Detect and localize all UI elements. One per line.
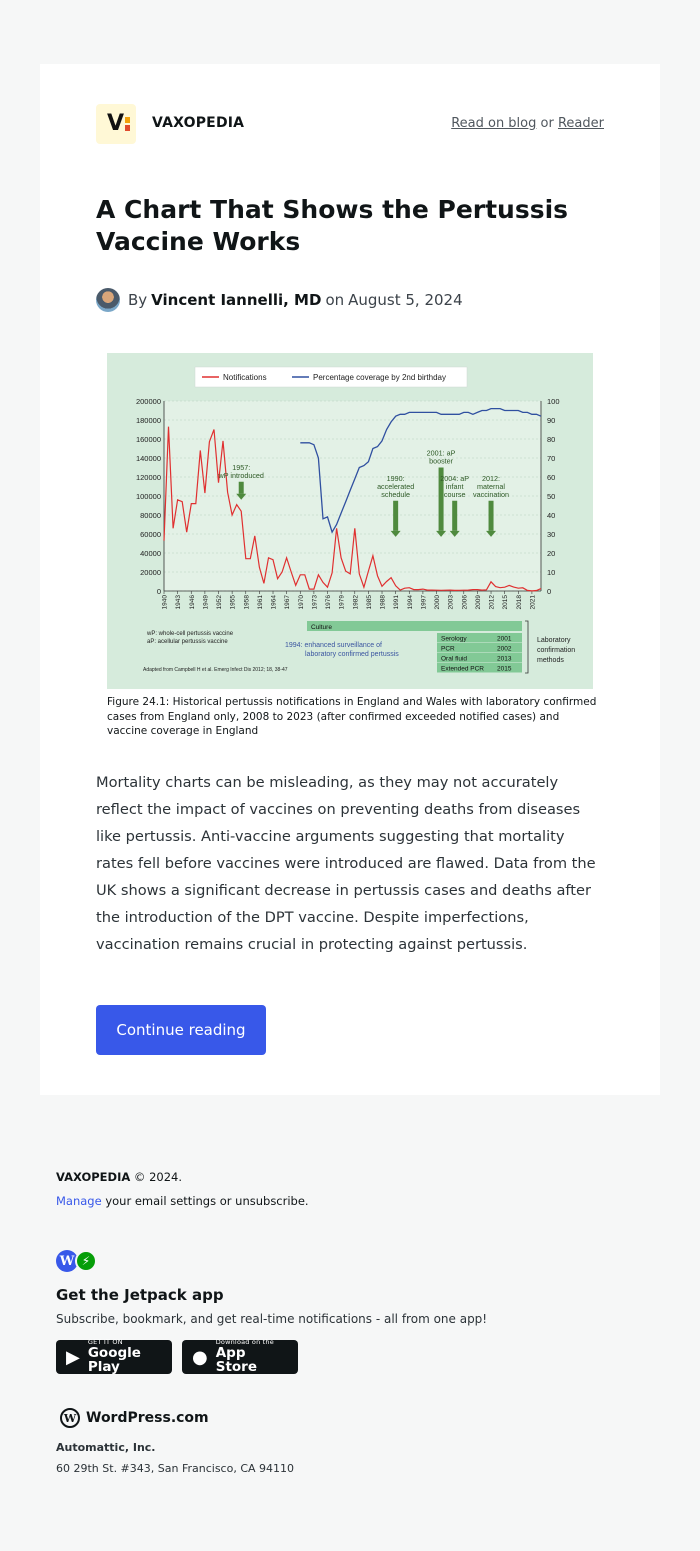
key-wp: wP: whole-cell pertussis vaccine — [147, 631, 234, 637]
x-tick-label: 2015 — [502, 595, 510, 610]
method-year: 2015 — [497, 665, 512, 673]
y-left-tick-label: 120000 — [135, 473, 161, 482]
author-avatar — [96, 288, 120, 312]
wordpress-icon: W — [56, 1250, 78, 1272]
y-right-tick-label: 0 — [547, 587, 552, 596]
annotation-arrow-shaft — [452, 501, 457, 531]
pertussis-chart-figure[interactable] — [107, 353, 593, 689]
y-right-tick-label: 100 — [547, 397, 560, 406]
byline — [96, 288, 463, 312]
surveillance-note-2: laboratory confirmed pertussis — [305, 651, 399, 658]
x-tick-label: 2009 — [474, 595, 482, 610]
y-right-tick-label: 70 — [547, 454, 556, 463]
y-right-tick-label: 20 — [547, 549, 556, 558]
wordpress-logo-icon: W — [60, 1408, 80, 1428]
figure-caption: Figure 24.1: Historical pertussis notifications in England and Wales with laboratory confirmed cases from England only, 2008 to 2023 (after confirmed exceeded notified cases) and vaccine coverage in England — [107, 696, 597, 738]
x-tick-label: 1979 — [338, 595, 346, 610]
x-tick-label: 1985 — [365, 595, 373, 610]
annotation-label: 2004: aP — [440, 473, 470, 483]
annotation-label: 1990: — [386, 473, 405, 483]
method-year: 2013 — [497, 655, 512, 663]
logo-letter: V — [107, 111, 125, 136]
jetpack-icons — [56, 1250, 97, 1272]
legend-label-coverage: Percentage coverage by 2nd birthday — [313, 373, 446, 382]
x-tick-label: 2006 — [461, 595, 469, 610]
x-tick-label: 2000 — [434, 595, 442, 610]
author-name: Vincent Iannelli, MD — [151, 291, 322, 309]
y-left-tick-label: 80000 — [140, 511, 161, 520]
pertussis-chart — [107, 353, 593, 689]
x-tick-label: 1991 — [393, 595, 401, 610]
method-year: 2002 — [497, 645, 512, 653]
email-header — [96, 104, 604, 144]
read-on-blog-link[interactable]: Read on blog — [451, 116, 537, 131]
x-tick-label: 1958 — [243, 595, 251, 610]
chart-source: Adapted from Campbell H et al. Emerg Infect Dis 2012; 18, 38-47 — [143, 667, 288, 673]
logo-bar-red — [125, 125, 130, 131]
x-tick-label: 2003 — [447, 595, 455, 610]
app-store-small: Download on the — [215, 1338, 274, 1347]
jetpack-subtitle: Subscribe, bookmark, and get real-time notifications - all from one app! — [56, 1312, 488, 1326]
y-left-tick-label: 140000 — [135, 454, 161, 463]
byline-on: on — [325, 291, 345, 309]
continue-reading-button[interactable]: Continue reading — [96, 1005, 266, 1055]
x-tick-label: 1970 — [297, 595, 305, 610]
x-tick-label: 1997 — [420, 595, 428, 610]
x-tick-label: 1952 — [216, 595, 224, 610]
y-left-tick-label: 200000 — [135, 397, 161, 406]
annotation-arrow-shaft — [393, 501, 398, 531]
method-row — [307, 621, 522, 631]
header-or: or — [540, 116, 554, 131]
post-date: August 5, 2024 — [348, 291, 463, 309]
annotation-label: booster — [429, 456, 454, 466]
y-left-tick-label: 60000 — [140, 530, 161, 539]
methods-label: confirmation — [537, 647, 576, 654]
email-card — [40, 64, 660, 1095]
manage-link[interactable]: Manage — [56, 1194, 102, 1208]
google-play-small: GET IT ON — [87, 1338, 123, 1347]
methods-label: Laboratory — [537, 637, 571, 644]
annotation-label: accelerated — [377, 481, 415, 491]
annotation-label: 2012: — [482, 473, 501, 483]
annotation-label: 1957: — [232, 462, 251, 472]
company-address: 60 29th St. #343, San Francisco, CA 94110 — [56, 1462, 295, 1475]
method-year: 2001 — [497, 635, 512, 643]
x-tick-label: 1961 — [256, 595, 264, 610]
jetpack-title: Get the Jetpack app — [56, 1286, 224, 1304]
x-tick-label: 1988 — [379, 595, 387, 610]
footer-site-name: VAXOPEDIA — [56, 1170, 131, 1184]
methods-label: methods — [537, 657, 564, 664]
x-tick-label: 1982 — [352, 595, 360, 610]
method-name: Serology — [441, 635, 467, 643]
method-name: Culture — [311, 624, 332, 631]
apple-icon: ● — [192, 1346, 208, 1368]
footer-copyright-text: © 2024. — [133, 1170, 182, 1184]
legend-label-notifications: Notifications — [223, 373, 267, 382]
company-name: Automattic, Inc. — [56, 1441, 156, 1454]
y-right-tick-label: 10 — [547, 568, 556, 577]
y-right-tick-label: 40 — [547, 511, 556, 520]
reader-link[interactable]: Reader — [557, 116, 604, 131]
site-name[interactable]: VAXOPEDIA — [152, 115, 245, 131]
y-left-tick-label: 40000 — [140, 549, 161, 558]
annotation-label: vaccination — [473, 489, 510, 499]
method-name: Extended PCR — [441, 665, 484, 673]
annotation-label: infant — [445, 481, 464, 491]
footer-manage — [56, 1194, 309, 1208]
x-tick-label: 1967 — [284, 595, 292, 610]
wordpress-com-link[interactable] — [60, 1408, 209, 1428]
x-tick-label: 1940 — [161, 595, 169, 610]
key-ap: aP: acellular pertussis vaccine — [147, 639, 228, 645]
method-name: PCR — [441, 645, 455, 653]
wordpress-com-text: WordPress.com — [86, 1410, 209, 1426]
y-left-tick-label: 180000 — [135, 416, 161, 425]
x-tick-label: 2021 — [529, 595, 537, 610]
annotation-arrow-shaft — [239, 482, 244, 494]
post-excerpt: Mortality charts can be misleading, as they may not accurately reflect the impact of vaccines on preventing deaths from diseases like pertussis. Anti-vaccine arguments suggesting that mortality rates fell before vaccines were introduced are flawed. Data from the UK shows a significant decrease in pertussis cases and deaths after the introduction of the DPT vaccine. Despite imperfections, vaccination remains crucial in protecting against pertussis. — [96, 774, 596, 953]
annotation-label: maternal — [477, 481, 506, 491]
y-left-tick-label: 0 — [156, 587, 161, 596]
annotation-label: 2001: aP — [426, 448, 456, 458]
x-tick-label: 1949 — [202, 595, 210, 610]
y-right-tick-label: 60 — [547, 473, 556, 482]
y-left-tick-label: 100000 — [135, 492, 161, 501]
header-links — [451, 116, 604, 131]
post-title[interactable]: A Chart That Shows the Pertussis Vaccine Works — [96, 195, 569, 256]
app-store-big: App Store — [215, 1345, 257, 1376]
annotation-arrow-shaft — [489, 501, 494, 531]
site-logo[interactable] — [96, 104, 136, 144]
y-left-tick-label: 20000 — [140, 568, 161, 577]
app-store-button[interactable] — [182, 1340, 298, 1374]
manage-rest-text: your email settings or unsubscribe. — [105, 1194, 309, 1208]
byline-by: By — [128, 291, 148, 309]
method-name: Oral fluid — [441, 655, 468, 663]
y-right-tick-label: 90 — [547, 416, 556, 425]
x-tick-label: 2018 — [515, 595, 523, 610]
google-play-icon: ▶ — [66, 1346, 80, 1368]
x-tick-label: 1964 — [270, 595, 278, 610]
annotation-label: schedule — [381, 489, 411, 499]
y-right-tick-label: 50 — [547, 492, 556, 501]
y-left-tick-label: 160000 — [135, 435, 161, 444]
x-tick-label: 1973 — [311, 595, 319, 610]
methods-bracket — [525, 621, 528, 673]
x-tick-label: 1943 — [175, 595, 183, 610]
y-right-tick-label: 80 — [547, 435, 556, 444]
x-tick-label: 2012 — [488, 595, 496, 610]
x-tick-label: 1955 — [229, 595, 237, 610]
y-right-tick-label: 30 — [547, 530, 556, 539]
annotation-label: course — [443, 489, 466, 499]
google-play-button[interactable] — [56, 1340, 172, 1374]
google-play-big: Google Play — [87, 1345, 141, 1376]
x-tick-label: 1946 — [188, 595, 196, 610]
x-tick-label: 1994 — [406, 595, 414, 610]
x-tick-label: 1976 — [325, 595, 333, 610]
jetpack-icon: ⚡ — [75, 1250, 97, 1272]
surveillance-note-1: 1994: enhanced surveillance of — [285, 642, 382, 649]
annotation-label: wP introduced — [218, 470, 264, 480]
footer-copyright — [56, 1170, 182, 1184]
logo-bar-orange — [125, 117, 130, 123]
